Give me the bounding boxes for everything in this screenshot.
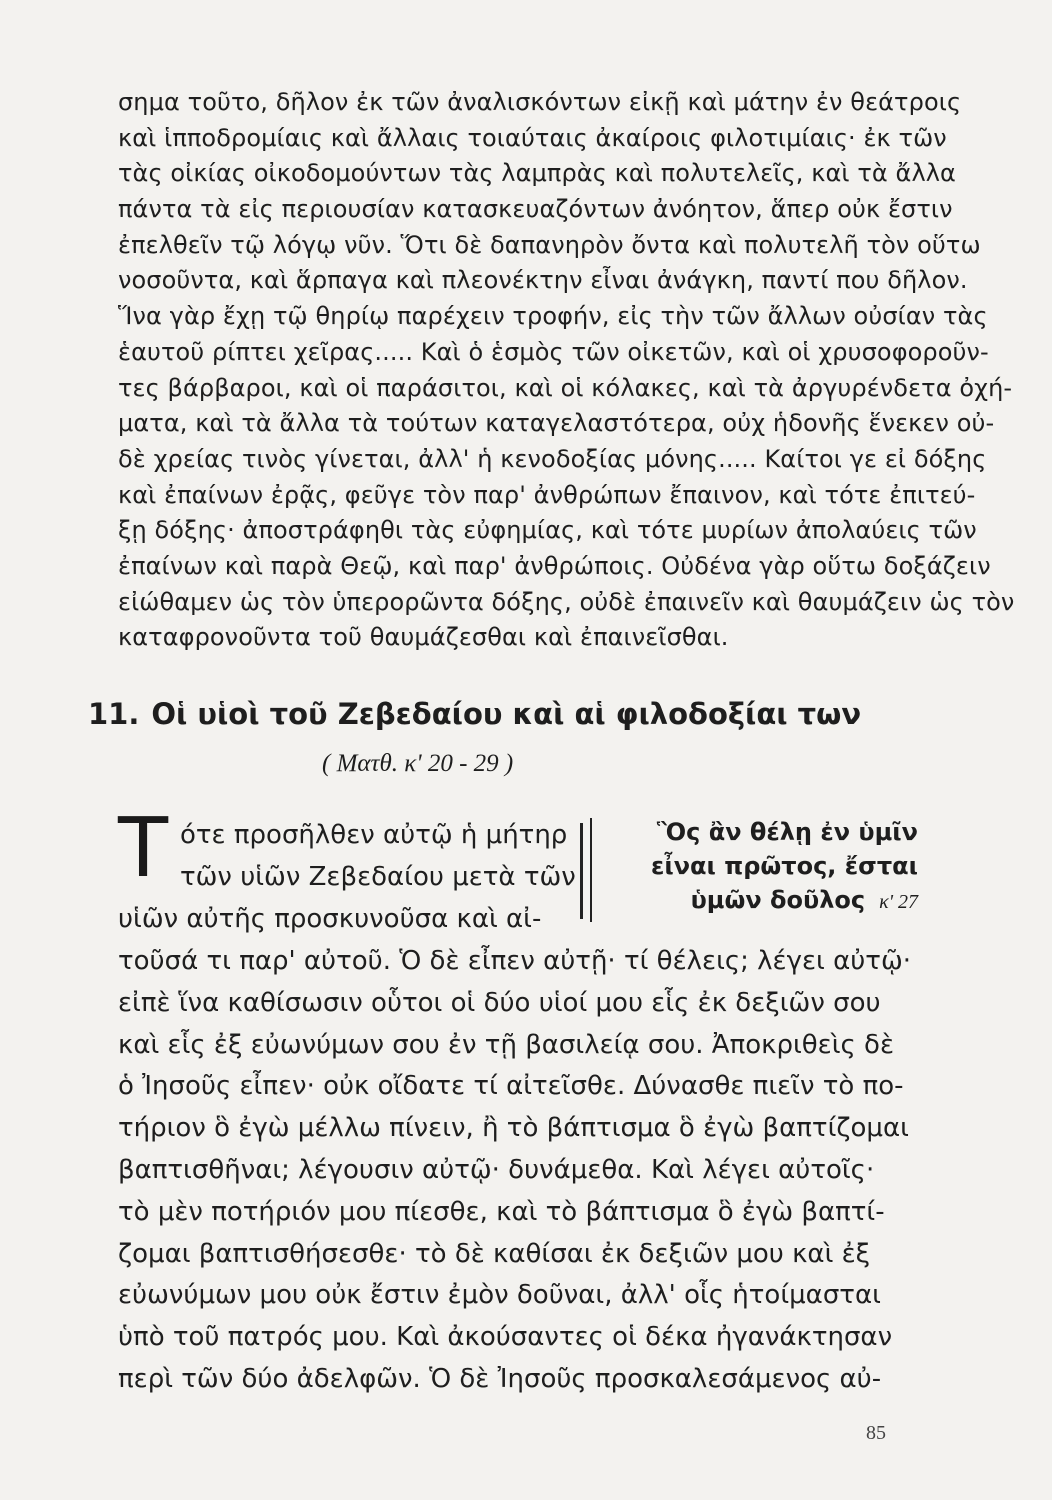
text-line: ζομαι βαπτισθήσεσθε· τὸ δὲ καθίσαι ἐκ δεξιῶν μου καὶ ἐξ (118, 1238, 871, 1269)
text-line: τοῦσά τι παρ' αὐτοῦ. Ὁ δὲ εἶπεν αὐτῇ· τί θέλεις; λέγει αὐτῷ· (118, 946, 911, 976)
text-line: καὶ ἱπποδρομίαις καὶ ἄλλαις τοιαύταις ἀκαίροις φιλοτιμίαις· ἐκ τῶν (118, 123, 947, 152)
text-line: ὁ Ἰησοῦς εἶπεν· οὐκ οἴδατε τί αἰτεῖσθε. Δύνασθε πιεῖν τὸ πο- (118, 1071, 904, 1102)
quote-line: Ὃς ἂν θέλῃ ἐν ὑμῖν (656, 818, 918, 846)
text-line: υἱῶν αὐτῆς προσκυνοῦσα καὶ αἰ- (118, 903, 542, 934)
section-heading (88, 694, 918, 734)
vertical-rule (590, 818, 592, 922)
quote-reference: κ' 27 (879, 891, 918, 913)
text-line: ξῃ δόξης· ἀποστράφηθι τὰς εὐφημίας, καὶ τότε μυρίων ἀπολαύεις τῶν (118, 516, 977, 545)
text-line: εὐωνύμων μου οὐκ ἔστιν ἐμὸν δοῦναι, ἀλλ' οἷς ἡτοίμασται (118, 1280, 881, 1311)
quote-line: ὑμῶν δοῦλος (690, 886, 866, 914)
text-line: ματα, καὶ τὰ ἄλλα τὰ τούτων καταγελαστότερα, οὐχ ἡδονῆς ἕνεκεν οὐ- (118, 409, 995, 438)
drop-cap: Τ (118, 801, 169, 896)
text-line: πάντα τὰ εἰς περιουσίαν κατασκευαζόντων ἀνόητον, ἅπερ οὐκ ἔστιν (118, 195, 953, 224)
text-line: βαπτισθῆναι; λέγουσιν αὐτῷ· δυνάμεθα. Καὶ λέγει αὐτοῖς· (118, 1154, 875, 1185)
quote-line: εἶναι πρῶτος, ἔσται (651, 852, 918, 880)
text-line: ἐπαίνων καὶ παρὰ Θεῷ, καὶ παρ' ἀνθρώποις. Οὐδένα γὰρ οὕτω δοξάζειν (118, 551, 991, 580)
text-line: καὶ εἷς ἐξ εὐωνύμων σου ἐν τῇ βασιλείᾳ σου. Ἀποκριθεὶς δὲ (118, 1029, 895, 1060)
section-title: Οἱ υἱοὶ τοῦ Ζεβεδαίου καὶ αἱ φιλοδοξίαι των (151, 697, 862, 731)
text-line: τες βάρβαροι, καὶ οἱ παράσιτοι, καὶ οἱ κόλακες, καὶ τὰ ἀργυρένδετα ὀχή- (118, 373, 1013, 402)
text-line: τῶν υἱῶν Ζεβεδαίου μετὰ τῶν (180, 861, 576, 892)
text-line: Ἵνα γὰρ ἔχῃ τῷ θηρίῳ παρέχειν τροφήν, εἰς τὴν τῶν ἄλλων οὐσίαν τὰς (118, 302, 988, 331)
text-line: ἐπελθεῖν τῷ λόγῳ νῦν. Ὅτι δὲ δαπανηρὸν ὄντα καὶ πολυτελῆ τὸν οὕτω (118, 230, 981, 259)
text-line: τὸ μὲν ποτήριόν μου πίεσθε, καὶ τὸ βάπτισμα ὃ ἐγὼ βαπτί- (118, 1196, 885, 1227)
text-line: εἰώθαμεν ὡς τὸν ὑπερορῶντα δόξης, οὐδὲ ἐπαινεῖν καὶ θαυμάζειν ὡς τὸν (118, 587, 1015, 616)
main-paragraph (118, 941, 911, 1401)
page-number: 85 (866, 1422, 886, 1444)
scripture-reference: ( Ματθ. κ' 20 - 29 ) (322, 750, 514, 777)
text-line: ότε προσῆλθεν αὐτῷ ἡ μήτηρ (180, 820, 568, 850)
section-number: 11. (88, 697, 140, 731)
top-paragraph (118, 85, 1015, 656)
text-line: δὲ χρείας τινὸς γίνεται, ἀλλ' ἡ κενοδοξίας μόνης..... Καίτοι γε εἰ δόξης (118, 444, 987, 473)
text-line: τὰς οἰκίας οἰκοδομούντων τὰς λαμπρὰς καὶ πολυτελεῖς, καὶ τὰ ἄλλα (118, 159, 956, 188)
vertical-rule (580, 823, 583, 919)
text-line: ἑαυτοῦ ρίπτει χεῖρας..... Καὶ ὁ ἑσμὸς τῶν οἰκετῶν, καὶ οἱ χρυσοφοροῦν- (118, 337, 989, 366)
text-line: εἰπὲ ἵνα καθίσωσιν οὗτοι οἱ δύο υἱοί μου εἷς ἐκ δεξιῶν σου (118, 987, 881, 1018)
text-line: περὶ τῶν δύο ἀδελφῶν. Ὁ δὲ Ἰησοῦς προσκαλεσάμενος αὐ- (118, 1363, 882, 1394)
quote-line-last (618, 883, 918, 917)
text-line: καὶ ἐπαίνων ἐρᾷς, φεῦγε τὸν παρ' ἀνθρώπων ἔπαινον, καὶ τότε ἐπιτεύ- (118, 480, 976, 509)
text-line: καταφρονοῦντα τοῦ θαυμάζεσθαι καὶ ἐπαινεῖσθαι. (118, 623, 729, 652)
text-line: νοσοῦντα, καὶ ἅρπαγα καὶ πλεονέκτην εἶναι ἀνάγκη, παντί που δῆλον. (118, 266, 968, 295)
text-line: σημα τοῦτο, δῆλον ἐκ τῶν ἀναλισκόντων εἰκῇ καὶ μάτην ἐν θεάτροις (118, 88, 962, 116)
text-line: ὑπὸ τοῦ πατρός μου. Καὶ ἀκούσαντες οἱ δέκα ἠγανάκτησαν (118, 1322, 893, 1353)
sidebar-quote (618, 815, 918, 917)
text-line: τήριον ὃ ἐγὼ μέλλω πίνειν, ἢ τὸ βάπτισμα ὃ ἐγὼ βαπτίζομαι (118, 1113, 909, 1144)
